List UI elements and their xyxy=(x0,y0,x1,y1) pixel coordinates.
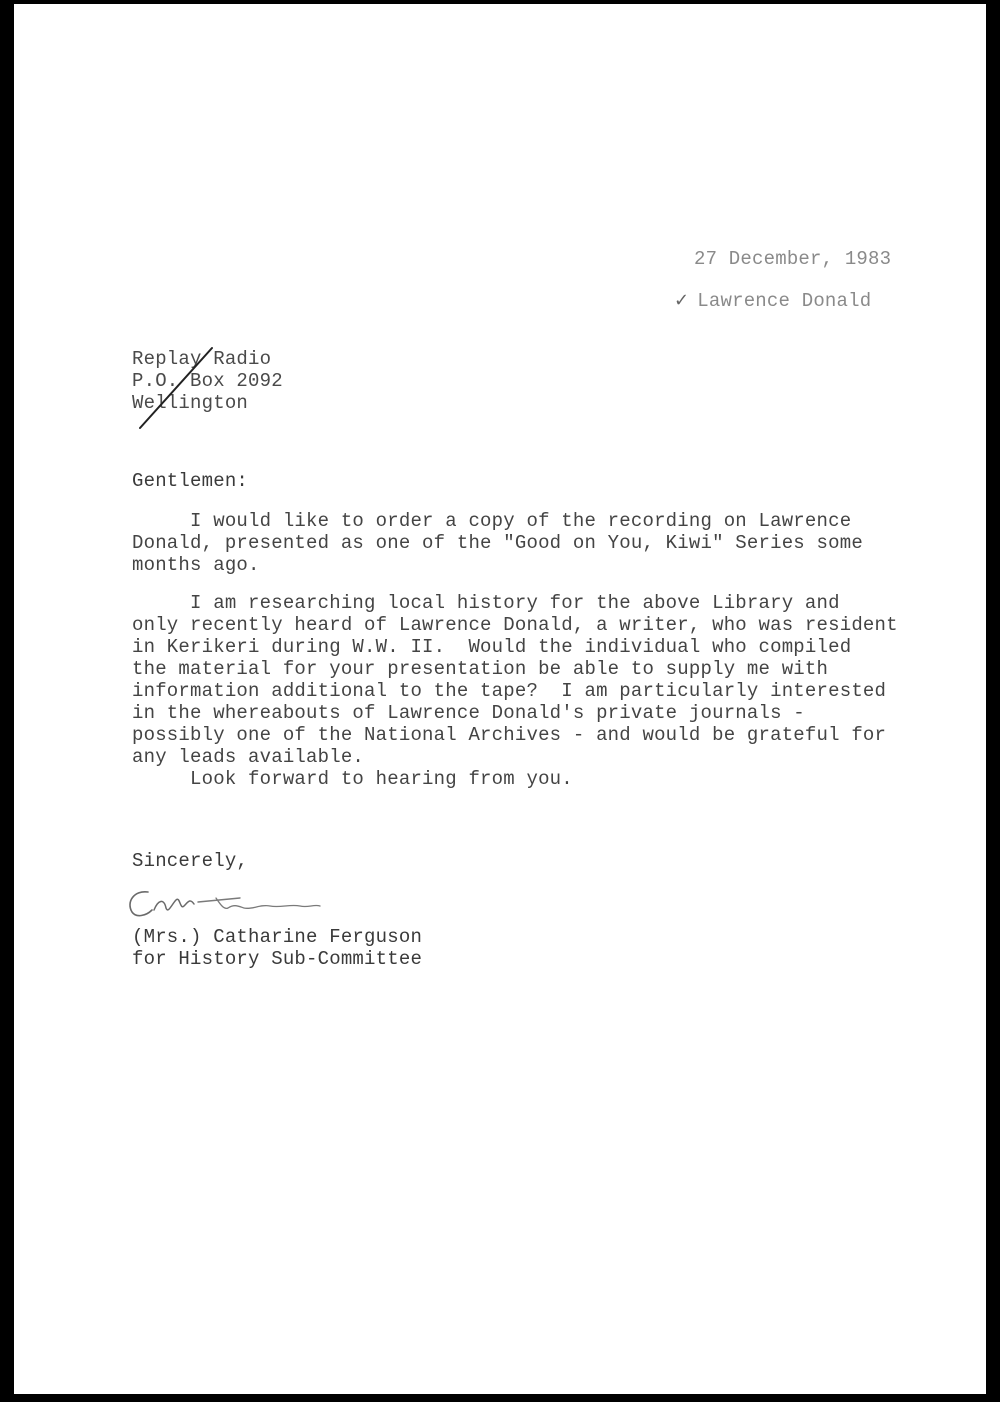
pen-strike-mark xyxy=(134,344,214,434)
body-line: I would like to order a copy of the recording on Lawrence xyxy=(132,510,852,532)
signature-title: for History Sub-Committee xyxy=(132,948,423,970)
body-line: in the whereabouts of Lawrence Donald's private journals - xyxy=(132,702,805,724)
reference-line xyxy=(674,290,871,312)
signature-name: (Mrs.) Catharine Ferguson xyxy=(132,926,423,948)
checkmark-icon: ✓ xyxy=(674,290,690,311)
body-line: Donald, presented as one of the "Good on You, Kiwi" Series some xyxy=(132,532,863,554)
body-line: information additional to the tape? I am particularly interested xyxy=(132,680,887,702)
body-line: months ago. xyxy=(132,554,260,576)
reference-name: Lawrence Donald xyxy=(697,290,872,312)
address-line: Replay Radio xyxy=(132,348,272,370)
body-line: the material for your presentation be able to supply me with xyxy=(132,658,829,680)
body-line: only recently heard of Lawrence Donald, a writer, who was resident xyxy=(132,614,898,636)
address-line: P.O. Box 2092 xyxy=(132,370,283,392)
letter-date: 27 December, 1983 xyxy=(694,248,892,270)
salutation: Gentlemen: xyxy=(132,470,249,492)
body-line: any leads available. xyxy=(132,746,365,768)
address-line: Wellington xyxy=(132,392,249,414)
handwritten-signature xyxy=(120,882,330,922)
body-line: possibly one of the National Archives - and would be grateful for xyxy=(132,724,887,746)
body-line: in Kerikeri during W.W. II. Would the individual who compiled xyxy=(132,636,852,658)
closing: Sincerely, xyxy=(132,850,249,872)
body-line: I am researching local history for the above Library and xyxy=(132,592,840,614)
body-line: Look forward to hearing from you. xyxy=(132,768,573,790)
